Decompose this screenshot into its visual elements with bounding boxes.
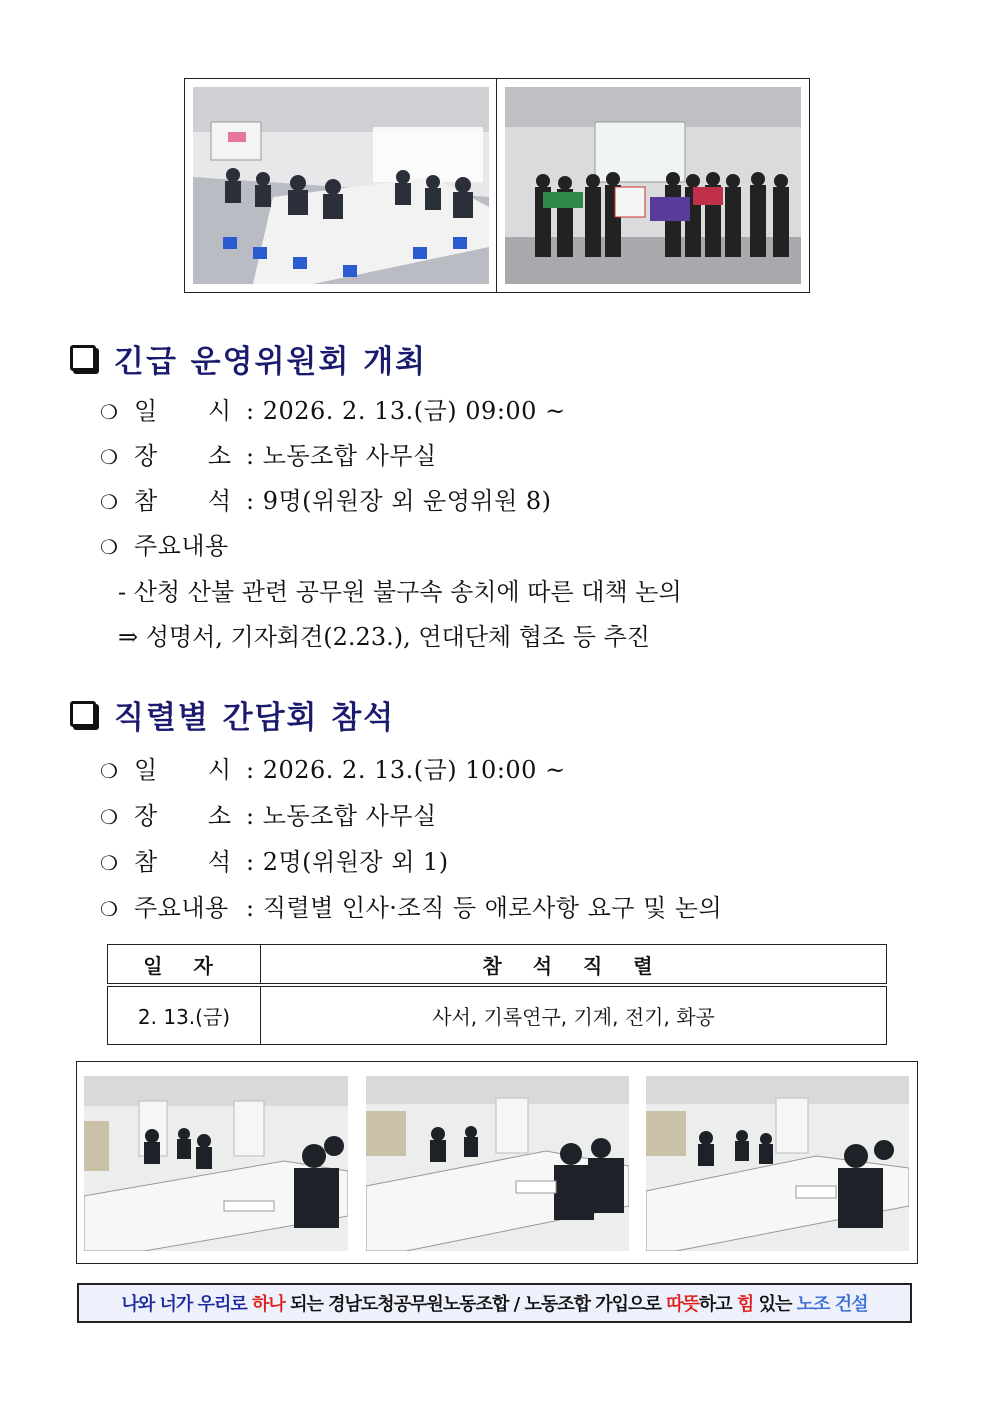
item-value: : 노동조합 사무실	[246, 442, 437, 470]
header-date: 일 자	[108, 945, 261, 986]
banner-segment: 되는 경남도청공무원노동조합 / 노동조합 가입으로	[284, 1294, 667, 1315]
circle-bullet-icon: ❍	[100, 445, 119, 469]
item-value: : 2명(위원장 외 1)	[246, 848, 449, 876]
item-label: 장 소	[134, 442, 232, 470]
item-value: : 2026. 2. 13.(금) 09:00 ~	[246, 397, 566, 425]
item-date	[100, 393, 566, 429]
item-place	[100, 438, 437, 474]
banner-segment: 따뜻	[666, 1294, 699, 1315]
top-photo-frame	[184, 78, 810, 293]
slogan-banner	[77, 1283, 912, 1323]
item-value: : 2026. 2. 13.(금) 10:00 ~	[246, 756, 566, 784]
item-label: 일 시	[134, 756, 232, 784]
item-value: : 노동조합 사무실	[246, 802, 437, 830]
circle-bullet-icon: ❍	[100, 897, 119, 921]
meeting-photo-4	[646, 1076, 909, 1251]
checkbox-square-icon	[70, 345, 96, 371]
section-title-emergency-committee	[70, 336, 427, 380]
item-label: 장 소	[134, 802, 232, 830]
circle-bullet-icon: ❍	[100, 759, 119, 783]
meeting-photo-3	[366, 1076, 629, 1251]
checkbox-square-icon	[70, 701, 96, 727]
cell-date: 2. 13.(금)	[108, 985, 261, 1045]
item-label: 참 석	[134, 487, 232, 515]
circle-bullet-icon: ❍	[100, 400, 119, 424]
item-attendees	[100, 844, 449, 880]
attendance-table	[107, 944, 887, 1045]
table-header-row	[108, 945, 887, 986]
item-value: : 직렬별 인사·조직 등 애로사항 요구 및 논의	[246, 894, 723, 922]
item-main-content	[100, 890, 722, 926]
item-label: 주요내용	[134, 894, 229, 922]
item-label: 참 석	[134, 848, 232, 876]
cell-job-series: 사서, 기록연구, 기계, 전기, 화공	[261, 985, 887, 1045]
circle-bullet-icon: ❍	[100, 490, 119, 514]
banner-segment: 있는	[753, 1294, 797, 1315]
content-detail: - 산청 산불 관련 공무원 불구속 송치에 따른 대책 논의	[118, 578, 682, 606]
circle-bullet-icon: ❍	[100, 851, 119, 875]
item-date	[100, 752, 566, 788]
meeting-photo-2	[84, 1076, 348, 1251]
group-photo	[505, 87, 801, 284]
banner-segment: 하나	[252, 1294, 285, 1315]
header-job-series: 참 석 직 렬	[261, 945, 887, 986]
item-main-content	[100, 528, 229, 564]
circle-bullet-icon: ❍	[100, 535, 119, 559]
circle-bullet-icon: ❍	[100, 805, 119, 829]
banner-segment: 나와 너가 우리로	[121, 1294, 253, 1315]
section-title-text: 직렬별 간담회 참석	[114, 699, 396, 736]
section-title-text: 긴급 운영위원회 개최	[114, 343, 428, 380]
banner-segment: 하고	[698, 1294, 737, 1315]
content-result: ⇒ 성명서, 기자회견(2.23.), 연대단체 협조 등 추진	[118, 623, 650, 651]
item-attendees	[100, 483, 552, 519]
item-value: : 9명(위원장 외 운영위원 8)	[246, 487, 552, 515]
table-row	[108, 985, 887, 1045]
item-label: 일 시	[134, 397, 232, 425]
banner-segment: 힘	[736, 1294, 754, 1315]
item-place	[100, 798, 437, 834]
banner-segment: 노조 건설	[796, 1294, 868, 1315]
bottom-photo-frame	[76, 1061, 918, 1264]
meeting-photo-1	[193, 87, 489, 284]
section-title-job-series-meeting	[70, 692, 395, 736]
item-label: 주요내용	[134, 532, 229, 560]
